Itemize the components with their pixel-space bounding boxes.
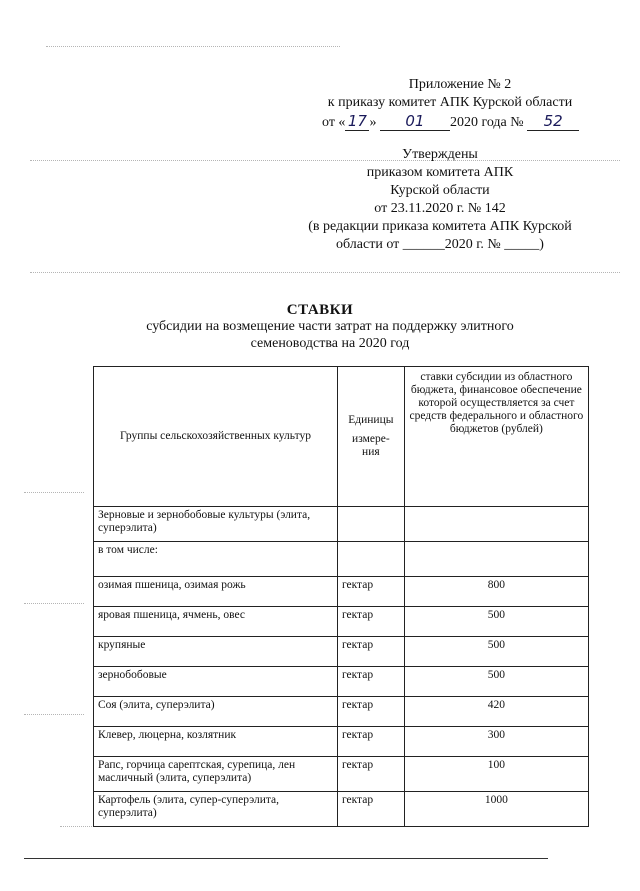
scan-noise: [46, 46, 340, 49]
cell-rate: 800: [404, 577, 588, 607]
table-row: [94, 667, 589, 697]
rates-table: [93, 366, 589, 827]
table-row: [94, 542, 589, 577]
table-row: [94, 607, 589, 637]
table-row: [94, 577, 589, 607]
cell-group: озимая пшеница, озимая рожь: [94, 577, 338, 607]
document-subtitle: субсидии на возмещение части затрат на поддержку элитного семеноводства на 2020 год: [146, 319, 514, 351]
cell-rate: 1000: [404, 792, 588, 827]
document-title: СТАВКИ: [286, 302, 354, 318]
header-group: Группы сельскохозяйственных культур: [94, 367, 338, 507]
cell-rate: 500: [404, 607, 588, 637]
table-row: [94, 792, 589, 827]
cell-group: Картофель (элита, супер-суперэлита, суперэлита): [94, 792, 338, 827]
cell-group: в том числе:: [94, 542, 338, 577]
scan-noise: [24, 714, 84, 717]
handwritten-number: 52: [527, 112, 579, 131]
header-rate: ставки субсидии из областного бюджета, финансовое обеспечение которой осуществляется за счет средств федерального и областного бюджетов (рублей): [404, 367, 588, 507]
cell-unit: [337, 507, 404, 542]
approval-line: области от ______2020 г. № _____): [336, 237, 544, 252]
approval-line: Курской области: [390, 183, 490, 198]
table-row: [94, 727, 589, 757]
table-row: [94, 637, 589, 667]
cell-rate: 100: [404, 757, 588, 792]
cell-unit: гектар: [337, 607, 404, 637]
cell-rate: 420: [404, 697, 588, 727]
cell-group: Соя (элита, суперэлита): [94, 697, 338, 727]
cell-rate: [404, 542, 588, 577]
cell-unit: [337, 542, 404, 577]
table-row: [94, 507, 589, 542]
table-header-row: [94, 367, 589, 507]
bottom-rule: [24, 858, 548, 859]
approval-line: приказом комитета АПК: [366, 165, 514, 180]
cell-unit: гектар: [337, 792, 404, 827]
approval-line: Утверждены: [402, 147, 478, 162]
scan-noise: [24, 603, 84, 606]
header-unit: Единицы измере- ния: [337, 367, 404, 507]
cell-rate: 500: [404, 667, 588, 697]
cell-group: Клевер, люцерна, козлятник: [94, 727, 338, 757]
appendix-order: к приказу комитет АПК Курской области: [327, 95, 573, 110]
cell-unit: гектар: [337, 727, 404, 757]
cell-group: крупяные: [94, 637, 338, 667]
cell-unit: гектар: [337, 697, 404, 727]
approval-line: от 23.11.2020 г. № 142: [374, 201, 506, 216]
cell-group: зернобобовые: [94, 667, 338, 697]
cell-group: Рапс, горчица сарептская, сурепица, лен масличный (элита, суперэлита): [94, 757, 338, 792]
cell-unit: гектар: [337, 667, 404, 697]
cell-rate: [404, 507, 588, 542]
table-row: [94, 757, 589, 792]
appendix-title: Приложение № 2: [408, 77, 512, 92]
handwritten-month: 01: [380, 112, 450, 131]
approval-line: (в редакции приказа комитета АПК Курской: [308, 219, 572, 234]
scan-noise: [24, 492, 84, 495]
cell-unit: гектар: [337, 637, 404, 667]
cell-unit: гектар: [337, 577, 404, 607]
scan-noise: [30, 272, 620, 275]
approval-block: [285, 146, 595, 254]
appendix-date-line: от « 17 » 01 2020 года № 52: [300, 112, 600, 132]
cell-rate: 300: [404, 727, 588, 757]
table-row: [94, 697, 589, 727]
cell-rate: 500: [404, 637, 588, 667]
handwritten-day: 17: [345, 112, 369, 131]
cell-group: Зерновые и зернобобовые культуры (элита, суперэлита): [94, 507, 338, 542]
appendix-header: [300, 76, 600, 132]
cell-unit: гектар: [337, 757, 404, 792]
cell-group: яровая пшеница, ячмень, овес: [94, 607, 338, 637]
